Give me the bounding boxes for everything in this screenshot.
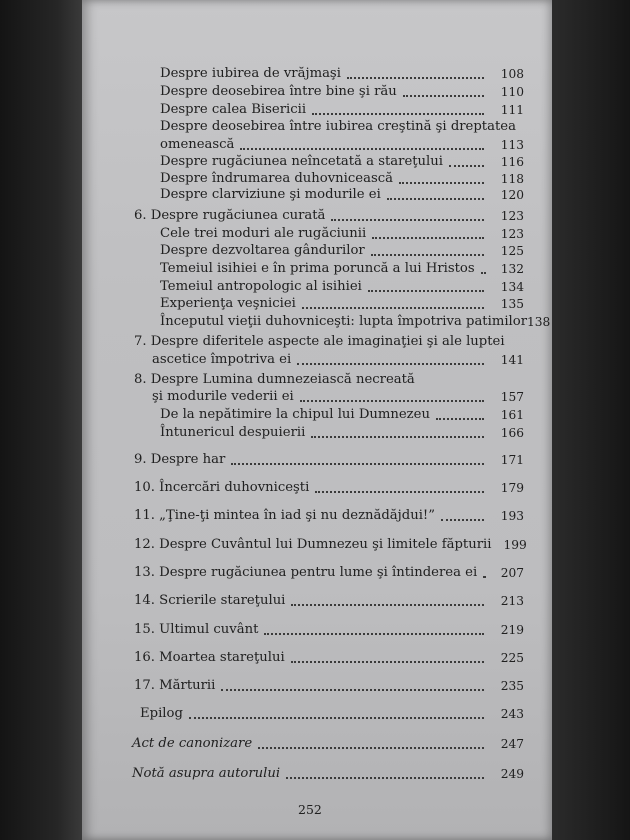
toc-entry-title: Temeiul antropologic al isihiei xyxy=(160,279,362,294)
toc-entry-title: 6. Despre rugăciunea curată xyxy=(134,208,326,223)
toc-entry xyxy=(160,261,524,277)
leader-dots xyxy=(258,747,484,749)
toc-entry-page: 193 xyxy=(500,509,524,523)
toc-entry-title: Act de canonizare xyxy=(132,736,253,751)
toc-entry-page: 161 xyxy=(500,408,524,422)
leader-dots xyxy=(399,182,484,184)
toc-entry-title: Despre deosebirea între bine şi rău xyxy=(160,84,397,99)
toc-entry xyxy=(160,171,524,187)
toc-entry xyxy=(160,279,524,295)
toc-entry-title: 11. „Ţine-ţi mintea în iad şi nu deznădăjdui!” xyxy=(134,508,435,523)
toc-entry xyxy=(160,425,524,441)
leader-dots xyxy=(221,689,484,691)
toc-entry-title: Despre iubirea de vrăjmaşi xyxy=(160,66,341,81)
toc-entry-title: Cele trei moduri ale rugăciunii xyxy=(160,226,367,241)
toc-entry xyxy=(160,407,524,423)
toc-chapter xyxy=(134,622,524,638)
leader-dots xyxy=(189,717,484,719)
toc-chapter xyxy=(134,650,524,666)
toc-entry xyxy=(160,137,524,153)
toc-entry-page: 116 xyxy=(500,155,524,169)
leader-dots xyxy=(291,604,484,606)
toc-entry-page: 199 xyxy=(503,538,527,552)
toc-chapter xyxy=(134,480,524,496)
toc-entry xyxy=(132,766,524,782)
toc-entry-page: 171 xyxy=(500,453,524,467)
toc-entry-title: Despre rugăciunea neîncetată a stareţului xyxy=(160,154,443,169)
toc-entry-page: 179 xyxy=(500,481,524,495)
toc-entry xyxy=(160,84,524,100)
toc-entry xyxy=(160,314,551,330)
leader-dots xyxy=(449,165,484,167)
toc-entry-page: 120 xyxy=(500,188,524,202)
toc-entry xyxy=(160,243,524,259)
leader-dots xyxy=(300,400,484,402)
toc-chapter xyxy=(134,452,524,468)
toc-entry-page: 166 xyxy=(500,426,524,440)
toc-entry-page: 132 xyxy=(500,262,524,276)
toc-entry xyxy=(160,66,524,82)
leader-dots xyxy=(231,463,484,465)
toc-chapter xyxy=(134,208,524,224)
book-edge-right xyxy=(552,0,630,840)
toc-entry-title: Întunericul despuierii xyxy=(160,425,306,440)
leader-dots xyxy=(436,418,484,420)
toc-entry-title-continuation: şi modurile vederii ei xyxy=(152,389,294,404)
toc-entry-title: Despre deosebirea între iubirea creştină şi dreptatea xyxy=(160,119,516,134)
toc-entry-title: 10. Încercări duhovniceşti xyxy=(134,480,310,495)
toc-entry-title: 8. Despre Lumina dumnezeiască necreată xyxy=(134,372,415,387)
toc-entry-title: Despre calea Bisericii xyxy=(160,102,307,117)
toc-entry xyxy=(160,226,524,242)
leader-dots xyxy=(297,363,484,365)
leader-dots xyxy=(403,95,484,97)
page-number: 252 xyxy=(298,802,322,817)
toc-entry-page: 157 xyxy=(500,390,524,404)
toc-entry-title: Despre clarviziune şi modurile ei xyxy=(160,187,381,202)
toc-entry-title: 16. Moartea stareţului xyxy=(134,650,285,665)
leader-dots xyxy=(286,777,484,779)
toc-chapter xyxy=(134,593,524,609)
toc-entry-page: 243 xyxy=(500,707,524,721)
leader-dots xyxy=(372,237,484,239)
toc-entry-page: 219 xyxy=(500,623,524,637)
leader-dots xyxy=(481,272,484,274)
toc-entry-title: 13. Despre rugăciunea pentru lume şi întinderea ei xyxy=(134,565,478,580)
toc-entry-title: 12. Despre Cuvântul lui Dumnezeu şi limitele făpturii xyxy=(134,537,492,552)
toc-entry-title: Temeiul isihiei e în prima poruncă a lui Hristos xyxy=(160,261,475,276)
leader-dots xyxy=(347,77,484,79)
toc-entry xyxy=(132,736,524,752)
toc-entry-page: 113 xyxy=(500,138,524,152)
toc-entry xyxy=(160,296,524,312)
toc-entry-page: 118 xyxy=(500,172,524,186)
toc-entry-page: 213 xyxy=(500,594,524,608)
leader-dots xyxy=(312,113,484,115)
toc-entry-page: 123 xyxy=(500,209,524,223)
leader-dots xyxy=(240,148,484,150)
toc-entry xyxy=(160,154,524,170)
toc-entry-page: 207 xyxy=(500,566,524,580)
toc-entry-page: 225 xyxy=(500,651,524,665)
toc-entry-page: 134 xyxy=(500,280,524,294)
leader-dots xyxy=(371,254,484,256)
toc-entry xyxy=(160,187,524,203)
leader-dots xyxy=(302,307,484,309)
toc-entry-title-continuation: ascetice împotriva ei xyxy=(152,352,292,367)
toc-entry-title: Începutul vieţii duhovniceşti: lupta împotriva patimilor xyxy=(160,314,528,329)
leader-dots xyxy=(387,198,484,200)
toc-chapter xyxy=(134,678,524,694)
toc-chapter xyxy=(152,352,524,368)
toc-entry xyxy=(160,102,524,118)
toc-entry-title: 14. Scrierile stareţului xyxy=(134,593,286,608)
toc-entry-title: De la nepătimire la chipul lui Dumnezeu xyxy=(160,407,430,422)
toc-chapter xyxy=(134,508,524,524)
leader-dots xyxy=(441,519,484,521)
toc-entry-title: Experienţa veşniciei xyxy=(160,296,296,311)
toc-entry-page: 108 xyxy=(500,67,524,81)
leader-dots xyxy=(264,633,484,635)
leader-dots xyxy=(311,436,484,438)
toc-entry-page: 249 xyxy=(500,767,524,781)
leader-dots xyxy=(483,576,484,578)
toc-entry-title-continuation: omenească xyxy=(160,137,235,152)
leader-dots xyxy=(315,491,484,493)
toc-entry-title: 7. Despre diferitele aspecte ale imaginaţiei şi ale luptei xyxy=(134,334,505,349)
toc-entry-page: 111 xyxy=(500,103,524,117)
toc-entry-title: Despre dezvoltarea gândurilor xyxy=(160,243,365,258)
toc-entry-title: 9. Despre har xyxy=(134,452,226,467)
toc-entry-title: Epilog xyxy=(140,706,183,721)
toc-entry-page: 141 xyxy=(500,353,524,367)
book-page xyxy=(82,0,552,840)
table-of-contents xyxy=(82,0,552,840)
toc-entry-page: 125 xyxy=(500,244,524,258)
toc-entry-page: 138 xyxy=(527,315,551,329)
toc-entry-title: 15. Ultimul cuvânt xyxy=(134,622,259,637)
book-edge-left xyxy=(0,0,82,840)
leader-dots xyxy=(331,219,484,221)
toc-entry-page: 235 xyxy=(500,679,524,693)
toc-entry-title: Despre îndrumarea duhovnicească xyxy=(160,171,393,186)
toc-entry xyxy=(140,706,524,722)
toc-entry-page: 247 xyxy=(500,737,524,751)
toc-entry-title: 17. Mărturii xyxy=(134,678,216,693)
toc-entry-title: Notă asupra autorului xyxy=(132,766,281,781)
leader-dots xyxy=(368,290,484,292)
toc-entry-page: 110 xyxy=(500,85,524,99)
toc-entry-page: 135 xyxy=(500,297,524,311)
toc-chapter xyxy=(134,537,527,553)
leader-dots xyxy=(291,661,484,663)
toc-chapter xyxy=(134,565,524,581)
toc-entry-page: 123 xyxy=(500,227,524,241)
toc-chapter xyxy=(152,389,524,405)
